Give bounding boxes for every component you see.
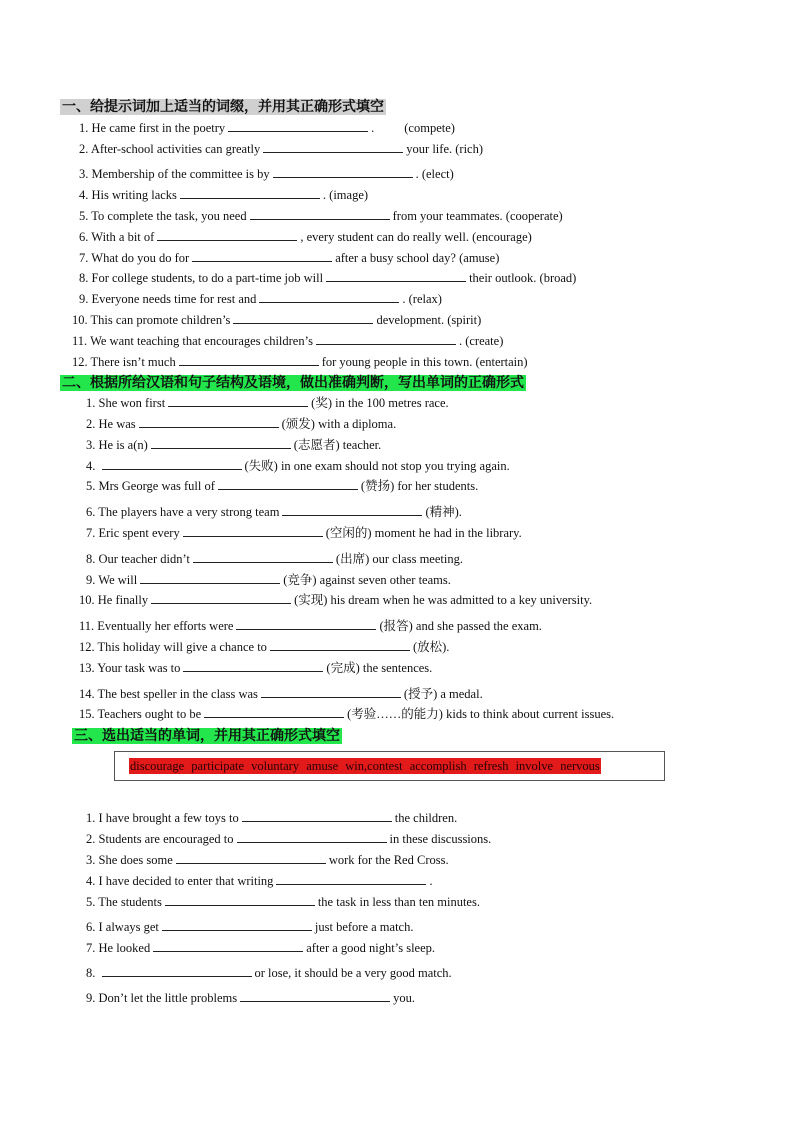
- word-bank-item: win,contest: [345, 759, 403, 773]
- s2-item-6: 6. The players have a very strong team (精神).: [86, 505, 462, 519]
- s2-item-4: 4. (失败) in one exam should not stop you trying again.: [86, 459, 510, 473]
- answer-blank[interactable]: [179, 353, 319, 366]
- s1-item-7: 7. What do you do for after a busy school day? (amuse): [79, 251, 500, 265]
- s2-item-11: 11. Eventually her efforts were (报答) and she passed the exam.: [79, 619, 542, 633]
- answer-blank[interactable]: [153, 939, 303, 952]
- answer-blank[interactable]: [176, 851, 326, 864]
- s2-item-2: 2. He was (颁发) with a diploma.: [86, 417, 397, 431]
- s2-item-14: 14. The best speller in the class was (授予) a medal.: [79, 687, 483, 701]
- answer-blank[interactable]: [228, 119, 368, 132]
- s1-item-5: 5. To complete the task, you need from your teammates. (cooperate): [79, 209, 563, 223]
- answer-blank[interactable]: [326, 269, 466, 282]
- s1-item-8: 8. For college students, to do a part-time job will their outlook. (broad): [79, 271, 577, 285]
- answer-blank[interactable]: [236, 617, 376, 630]
- s1-item-11: 11. We want teaching that encourages children’s . (create): [72, 334, 504, 348]
- s1-item-12: 12. There isn’t much for young people in this town. (entertain): [72, 355, 528, 369]
- answer-blank[interactable]: [102, 457, 242, 470]
- word-bank-item: involve: [515, 759, 554, 773]
- answer-blank[interactable]: [218, 477, 358, 490]
- answer-blank[interactable]: [240, 989, 390, 1002]
- s2-item-12: 12. This holiday will give a chance to (放松).: [79, 640, 450, 654]
- answer-blank[interactable]: [165, 893, 315, 906]
- s1-item-3: 3. Membership of the committee is by . (elect): [79, 167, 454, 181]
- s2-item-1: 1. She won first (奖) in the 100 metres race.: [86, 396, 449, 410]
- s3-item-5: 5. The students the task in less than ten minutes.: [86, 895, 480, 909]
- s3-item-6: 6. I always get just before a match.: [86, 920, 414, 934]
- answer-blank[interactable]: [237, 830, 387, 843]
- answer-blank[interactable]: [180, 186, 320, 199]
- answer-blank[interactable]: [162, 918, 312, 931]
- answer-blank[interactable]: [193, 550, 333, 563]
- word-bank-item: refresh: [473, 759, 509, 773]
- answer-blank[interactable]: [242, 809, 392, 822]
- s2-item-7: 7. Eric spent every (空闲的) moment he had in the library.: [86, 526, 522, 540]
- s1-item-6: 6. With a bit of , every student can do really well. (encourage): [79, 230, 532, 244]
- s2-item-8: 8. Our teacher didn’t (出席) our class meeting.: [86, 552, 463, 566]
- answer-blank[interactable]: [282, 503, 422, 516]
- word-bank-box: [114, 751, 665, 781]
- s3-item-8: 8. or lose, it should be a very good match.: [86, 966, 452, 980]
- s2-item-9: 9. We will (竞争) against seven other teams.: [86, 573, 451, 587]
- answer-blank[interactable]: [270, 638, 410, 651]
- answer-blank[interactable]: [261, 685, 401, 698]
- s1-item-9: 9. Everyone needs time for rest and . (relax): [79, 292, 442, 306]
- answer-blank[interactable]: [263, 140, 403, 153]
- s3-item-9: 9. Don’t let the little problems you.: [86, 991, 416, 1005]
- s3-item-2: 2. Students are encouraged to in these discussions.: [86, 832, 492, 846]
- answer-blank[interactable]: [168, 394, 308, 407]
- s2-item-13: 13. Your task was to (完成) the sentences.: [79, 661, 433, 675]
- answer-blank[interactable]: [259, 290, 399, 303]
- word-bank-item: amuse: [306, 759, 339, 773]
- answer-blank[interactable]: [183, 524, 323, 537]
- s2-item-15: 15. Teachers ought to be (考验……的能力) kids to think about current issues.: [79, 707, 615, 721]
- word-bank: [129, 758, 601, 774]
- s2-item-3: 3. He is a(n) (志愿者) teacher.: [86, 438, 382, 452]
- s3-item-7: 7. He looked after a good night’s sleep.: [86, 941, 436, 955]
- answer-blank[interactable]: [183, 659, 323, 672]
- word-bank-item: accomplish: [409, 759, 467, 773]
- answer-blank[interactable]: [151, 436, 291, 449]
- s1-item-4: 4. His writing lacks . (image): [79, 188, 369, 202]
- answer-blank[interactable]: [192, 249, 332, 262]
- s2-item-5: 5. Mrs George was full of (赞扬) for her students.: [86, 479, 479, 493]
- answer-blank[interactable]: [151, 591, 291, 604]
- answer-blank[interactable]: [276, 872, 426, 885]
- s2-item-10: 10. He finally (实现) his dream when he was admitted to a key university.: [79, 593, 593, 607]
- s3-item-3: 3. She does some work for the Red Cross.: [86, 853, 449, 867]
- s1-item-10: 10. This can promote children’s development. (spirit): [72, 313, 482, 327]
- section-2-title: 二、根据所给汉语和句子结构及语境，做出准确判断，写出单词的正确形式: [62, 375, 524, 391]
- answer-blank[interactable]: [250, 207, 390, 220]
- word-bank-item: participate: [191, 759, 245, 773]
- s3-item-1: 1. I have brought a few toys to the children.: [86, 811, 458, 825]
- answer-blank[interactable]: [102, 964, 252, 977]
- section-3-title: 三、选出适当的单词，并用其正确形式填空: [74, 728, 340, 744]
- answer-blank[interactable]: [316, 332, 456, 345]
- word-bank-item: nervous: [560, 759, 600, 773]
- s1-item-1: 1. He came first in the poetry . (compete): [79, 121, 455, 135]
- answer-blank[interactable]: [139, 415, 279, 428]
- s1-item-2: 2. After-school activities can greatly your life. (rich): [79, 142, 484, 156]
- word-bank-item: voluntary: [251, 759, 300, 773]
- s3-item-4: 4. I have decided to enter that writing .: [86, 874, 433, 888]
- answer-blank[interactable]: [273, 165, 413, 178]
- word-bank-item: discourage: [130, 759, 185, 773]
- answer-blank[interactable]: [204, 705, 344, 718]
- section-1-title: 一、给提示词加上适当的词缀，并用其正确形式填空: [62, 99, 384, 115]
- answer-blank[interactable]: [157, 228, 297, 241]
- answer-blank[interactable]: [140, 571, 280, 584]
- answer-blank[interactable]: [233, 311, 373, 324]
